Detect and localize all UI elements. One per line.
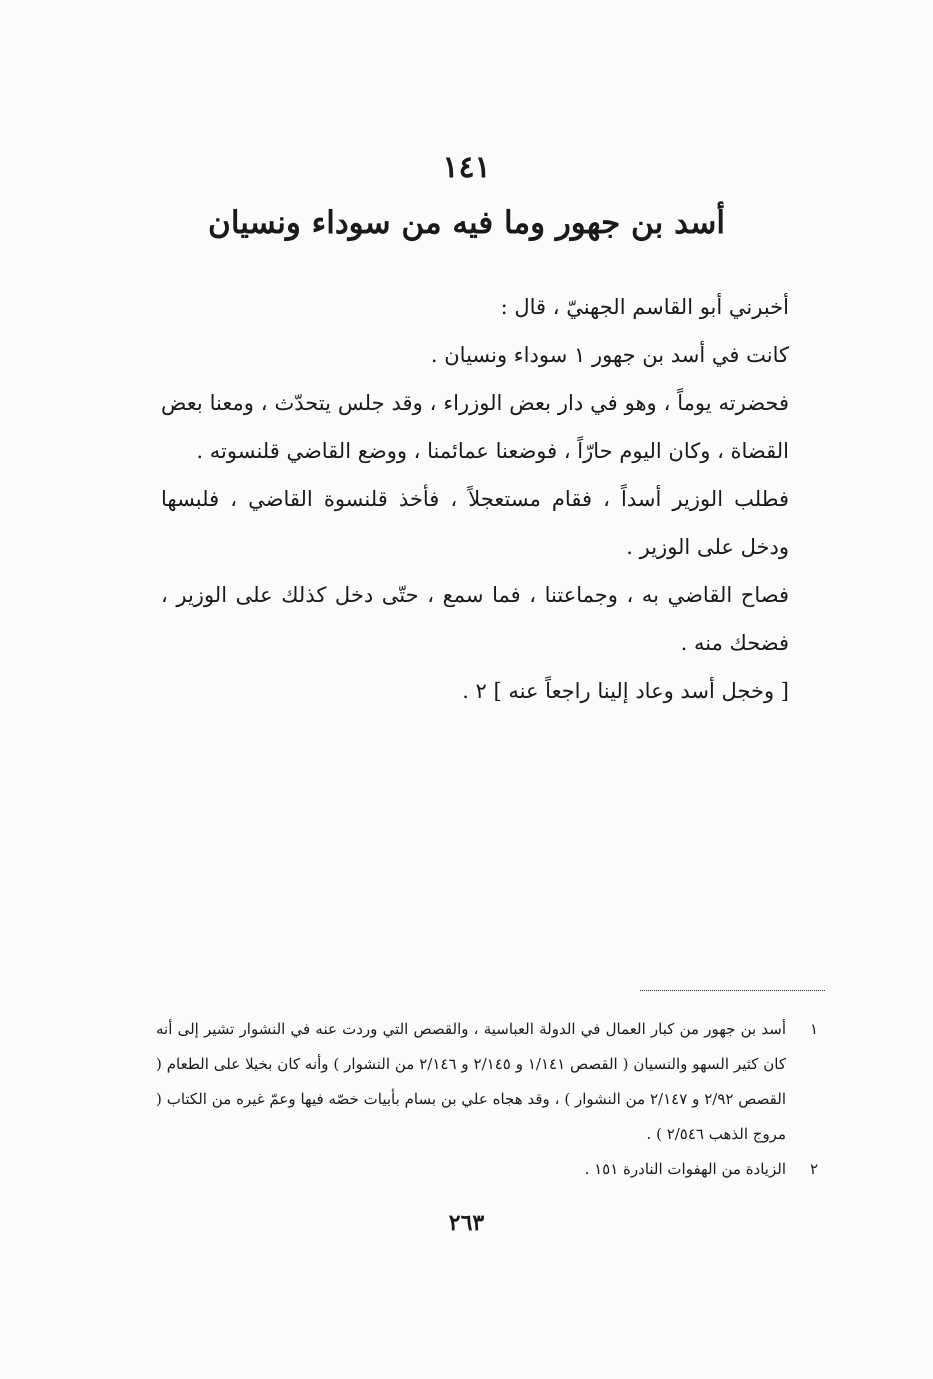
footnote-text: الزيادة من الهفوات النادرة ١٥١ . (584, 1160, 786, 1178)
footnote-1 (156, 1012, 818, 1152)
paragraph-intro: كانت في أسد بن جهور ١ سوداء ونسيان . (430, 343, 789, 367)
paragraph-scene: فحضرته يوماً ، وهو في دار بعض الوزراء ، وقد جلس يتحدّث ، ومعنا بعض القضاة ، وكان اليوم حارّاً ، فوضعنا عمائمنا ، ووضع القاضي قلنسوته . (161, 391, 789, 463)
footnote-2 (156, 1152, 818, 1187)
footnote-number: ٢ (809, 1160, 818, 1178)
paragraph-narrator: أخبرني أبو القاسم الجهنيّ ، قال : (500, 295, 789, 319)
paragraph-closing: [ وخجل أسد وعاد إلينا راجعاً عنه ] ٢ . (462, 679, 789, 703)
page-number: ٢٦٣ (448, 1210, 485, 1236)
footnote-divider (640, 990, 825, 991)
footnote-text: أسد بن جهور من كبار العمال في الدولة العباسية ، والقصص التي وردت عنه في النشوار تشير إلى أنه كان كثير السهو والنسيان ( القصص ١/١٤١ و ٢/١٤٥ و ٢/١٤٦ من النشوار ) وأنه كان بخيلا على الطعام ( القصص ٢/٩٢ و ٢/١٤٧ من النشوار ) ، وقد هجاه علي بن بسام بأبيات خصّه فيها وعمّ غيره من الكتاب ( مروج الذهب ٢/٥٤٦ ) . (156, 1020, 787, 1143)
story-number: ١٤١ (442, 150, 491, 185)
paragraph-vizier-call: فطلب الوزير أسداً ، فقام مستعجلاً ، فأخذ قلنسوة القاضي ، فلبسها ودخل على الوزير . (161, 487, 789, 559)
paragraph-judge-shout: فصاح القاضي به ، وجماعتنا ، فما سمع ، حتّى دخل كذلك على الوزير ، فضحك منه . (161, 583, 789, 655)
story-title: أسد بن جهور وما فيه من سوداء ونسيان (208, 205, 725, 241)
footnote-number: ١ (809, 1020, 818, 1038)
footnotes (156, 1012, 818, 1187)
story-body (161, 283, 833, 715)
